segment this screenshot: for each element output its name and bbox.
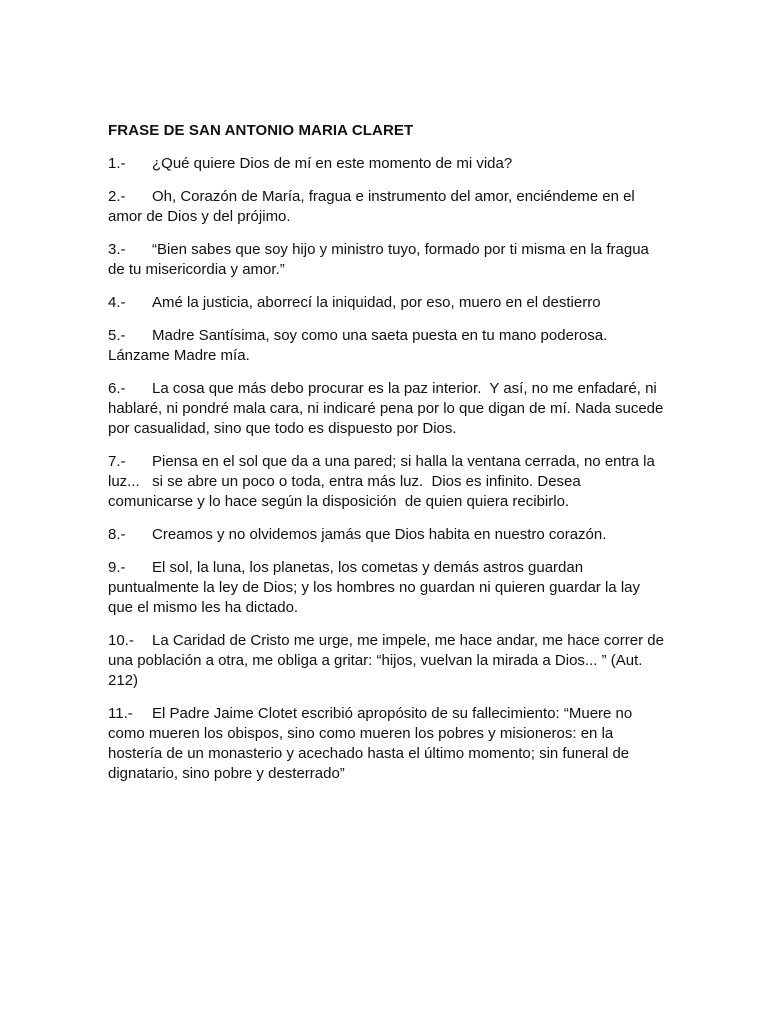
item-number: 4.- [108, 294, 126, 311]
list-item [108, 293, 668, 313]
list-item [108, 452, 668, 512]
item-text: La cosa que más debo procurar es la paz interior. Y así, no me enfadaré, ni hablaré, ni pondré mala cara, ni indicaré pena por lo que digan de mí. Nada sucede por casualidad, sino que todo es dispuesto por Dios. [108, 380, 668, 437]
list-item [108, 240, 668, 280]
document-title: FRASE DE SAN ANTONIO MARIA CLARET [108, 122, 414, 139]
list-item [108, 558, 668, 618]
list-item [108, 525, 668, 545]
item-text: ¿Qué quiere Dios de mí en este momento de mi vida? [152, 155, 513, 172]
list-item [108, 631, 668, 691]
item-number: 5.- [108, 327, 126, 344]
list-item [108, 187, 668, 227]
item-text: Creamos y no olvidemos jamás que Dios habita en nuestro corazón. [152, 526, 607, 543]
document-page [108, 121, 668, 797]
item-number: 2.- [108, 188, 126, 205]
item-text: Madre Santísima, soy como una saeta puesta en tu mano poderosa. Lánzame Madre mía. [108, 327, 612, 364]
list-item [108, 704, 668, 784]
item-number: 7.- [108, 453, 126, 470]
item-number: 3.- [108, 241, 126, 258]
item-number: 8.- [108, 526, 126, 543]
list-item [108, 379, 668, 439]
item-text: El sol, la luna, los planetas, los cometas y demás astros guardan puntualmente la ley de Dios; y los hombres no guardan ni quieren guardar la lay que el mismo les ha dictado. [108, 559, 645, 616]
item-number: 10.- [108, 632, 134, 649]
item-number: 6.- [108, 380, 126, 397]
item-text: Piensa en el sol que da a una pared; si halla la ventana cerrada, no entra la luz... si se abre un poco o toda, entra más luz. Dios es infinito. Desea comunicarse y lo hace según la disposición de quien quiera recibirlo. [108, 453, 660, 510]
item-text: Oh, Corazón de María, fragua e instrumento del amor, enciéndeme en el amor de Dios y del prójimo. [108, 188, 639, 225]
item-number: 1.- [108, 155, 126, 172]
item-text: “Bien sabes que soy hijo y ministro tuyo, formado por ti misma en la fragua de tu misericordia y amor.” [108, 241, 654, 278]
item-number: 9.- [108, 559, 126, 576]
list-item [108, 326, 668, 366]
item-text: Amé la justicia, aborrecí la iniquidad, por eso, muero en el destierro [152, 294, 601, 311]
item-number: 11.- [108, 705, 133, 722]
list-item [108, 154, 668, 174]
item-text: El Padre Jaime Clotet escribió apropósito de su fallecimiento: “Muere no como mueren los obispos, sino como mueren los pobres y misioneros: en la hostería de un monasterio y acechado hasta el último momento; sin funeral de dignatario, sino pobre y desterrado” [108, 705, 637, 782]
item-text: La Caridad de Cristo me urge, me impele, me hace andar, me hace correr de una población a otra, me obliga a gritar: “hijos, vuelvan la mirada a Dios... ” (Aut. 212) [108, 632, 669, 689]
